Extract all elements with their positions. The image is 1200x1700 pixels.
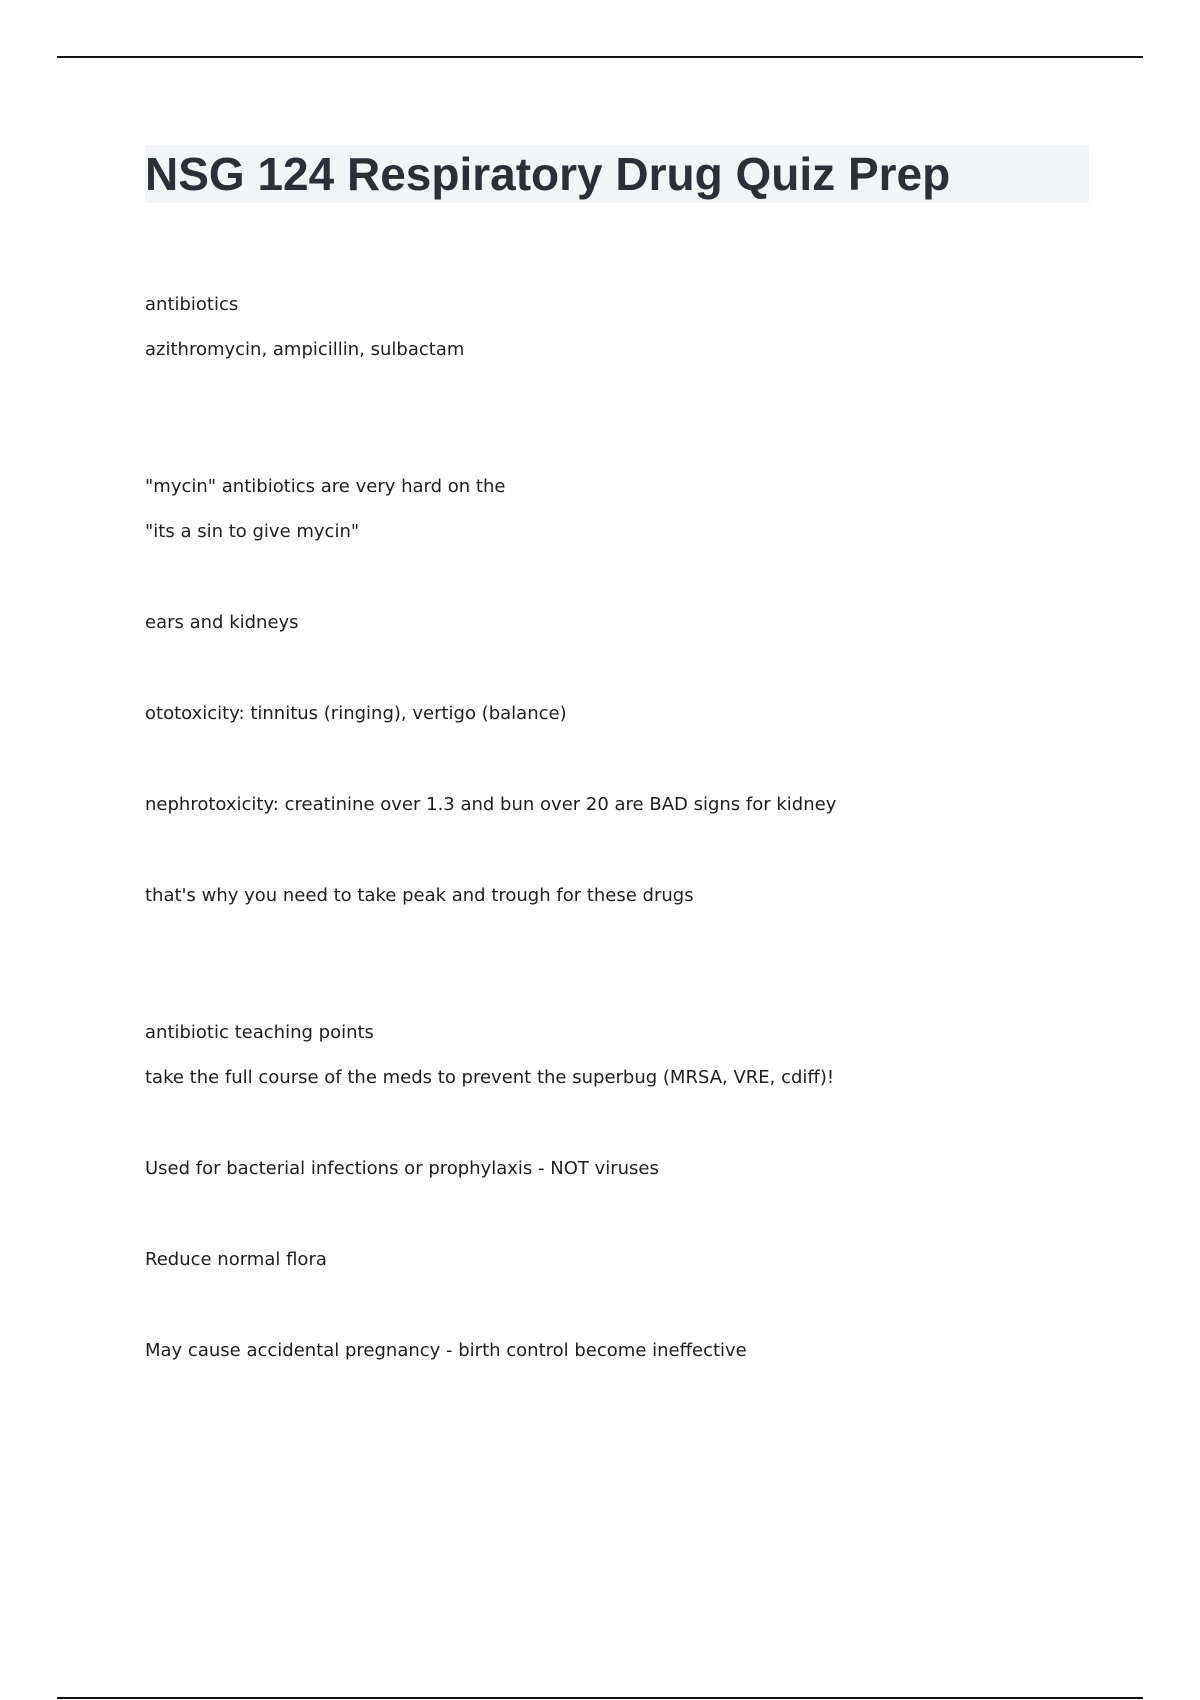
card-definition-line: May cause accidental pregnancy - birth control become ineffective [145,1340,747,1361]
card-definition-line: ears and kidneys [145,612,299,633]
card-definition-line: Reduce normal flora [145,1249,327,1270]
card-term: "mycin" antibiotics are very hard on the [145,476,506,497]
bottom-rule [57,1697,1143,1699]
card-definition-line: take the full course of the meds to prevent the superbug (MRSA, VRE, cdiff)! [145,1067,835,1088]
card-definition-line: Used for bacterial infections or prophylaxis - NOT viruses [145,1158,659,1179]
card-definition-line: that's why you need to take peak and trough for these drugs [145,885,694,906]
card-term: antibiotics [145,294,239,315]
top-rule [57,56,1143,58]
card-term: antibiotic teaching points [145,1022,374,1043]
card-definition-line: ototoxicity: tinnitus (ringing), vertigo (balance) [145,703,567,724]
card-definition-line: nephrotoxicity: creatinine over 1.3 and bun over 20 are BAD signs for kidney [145,794,837,815]
page-title: NSG 124 Respiratory Drug Quiz Prep [145,148,951,200]
card-definition-line: azithromycin, ampicillin, sulbactam [145,339,465,360]
card-definition-line: "its a sin to give mycin" [145,521,360,542]
